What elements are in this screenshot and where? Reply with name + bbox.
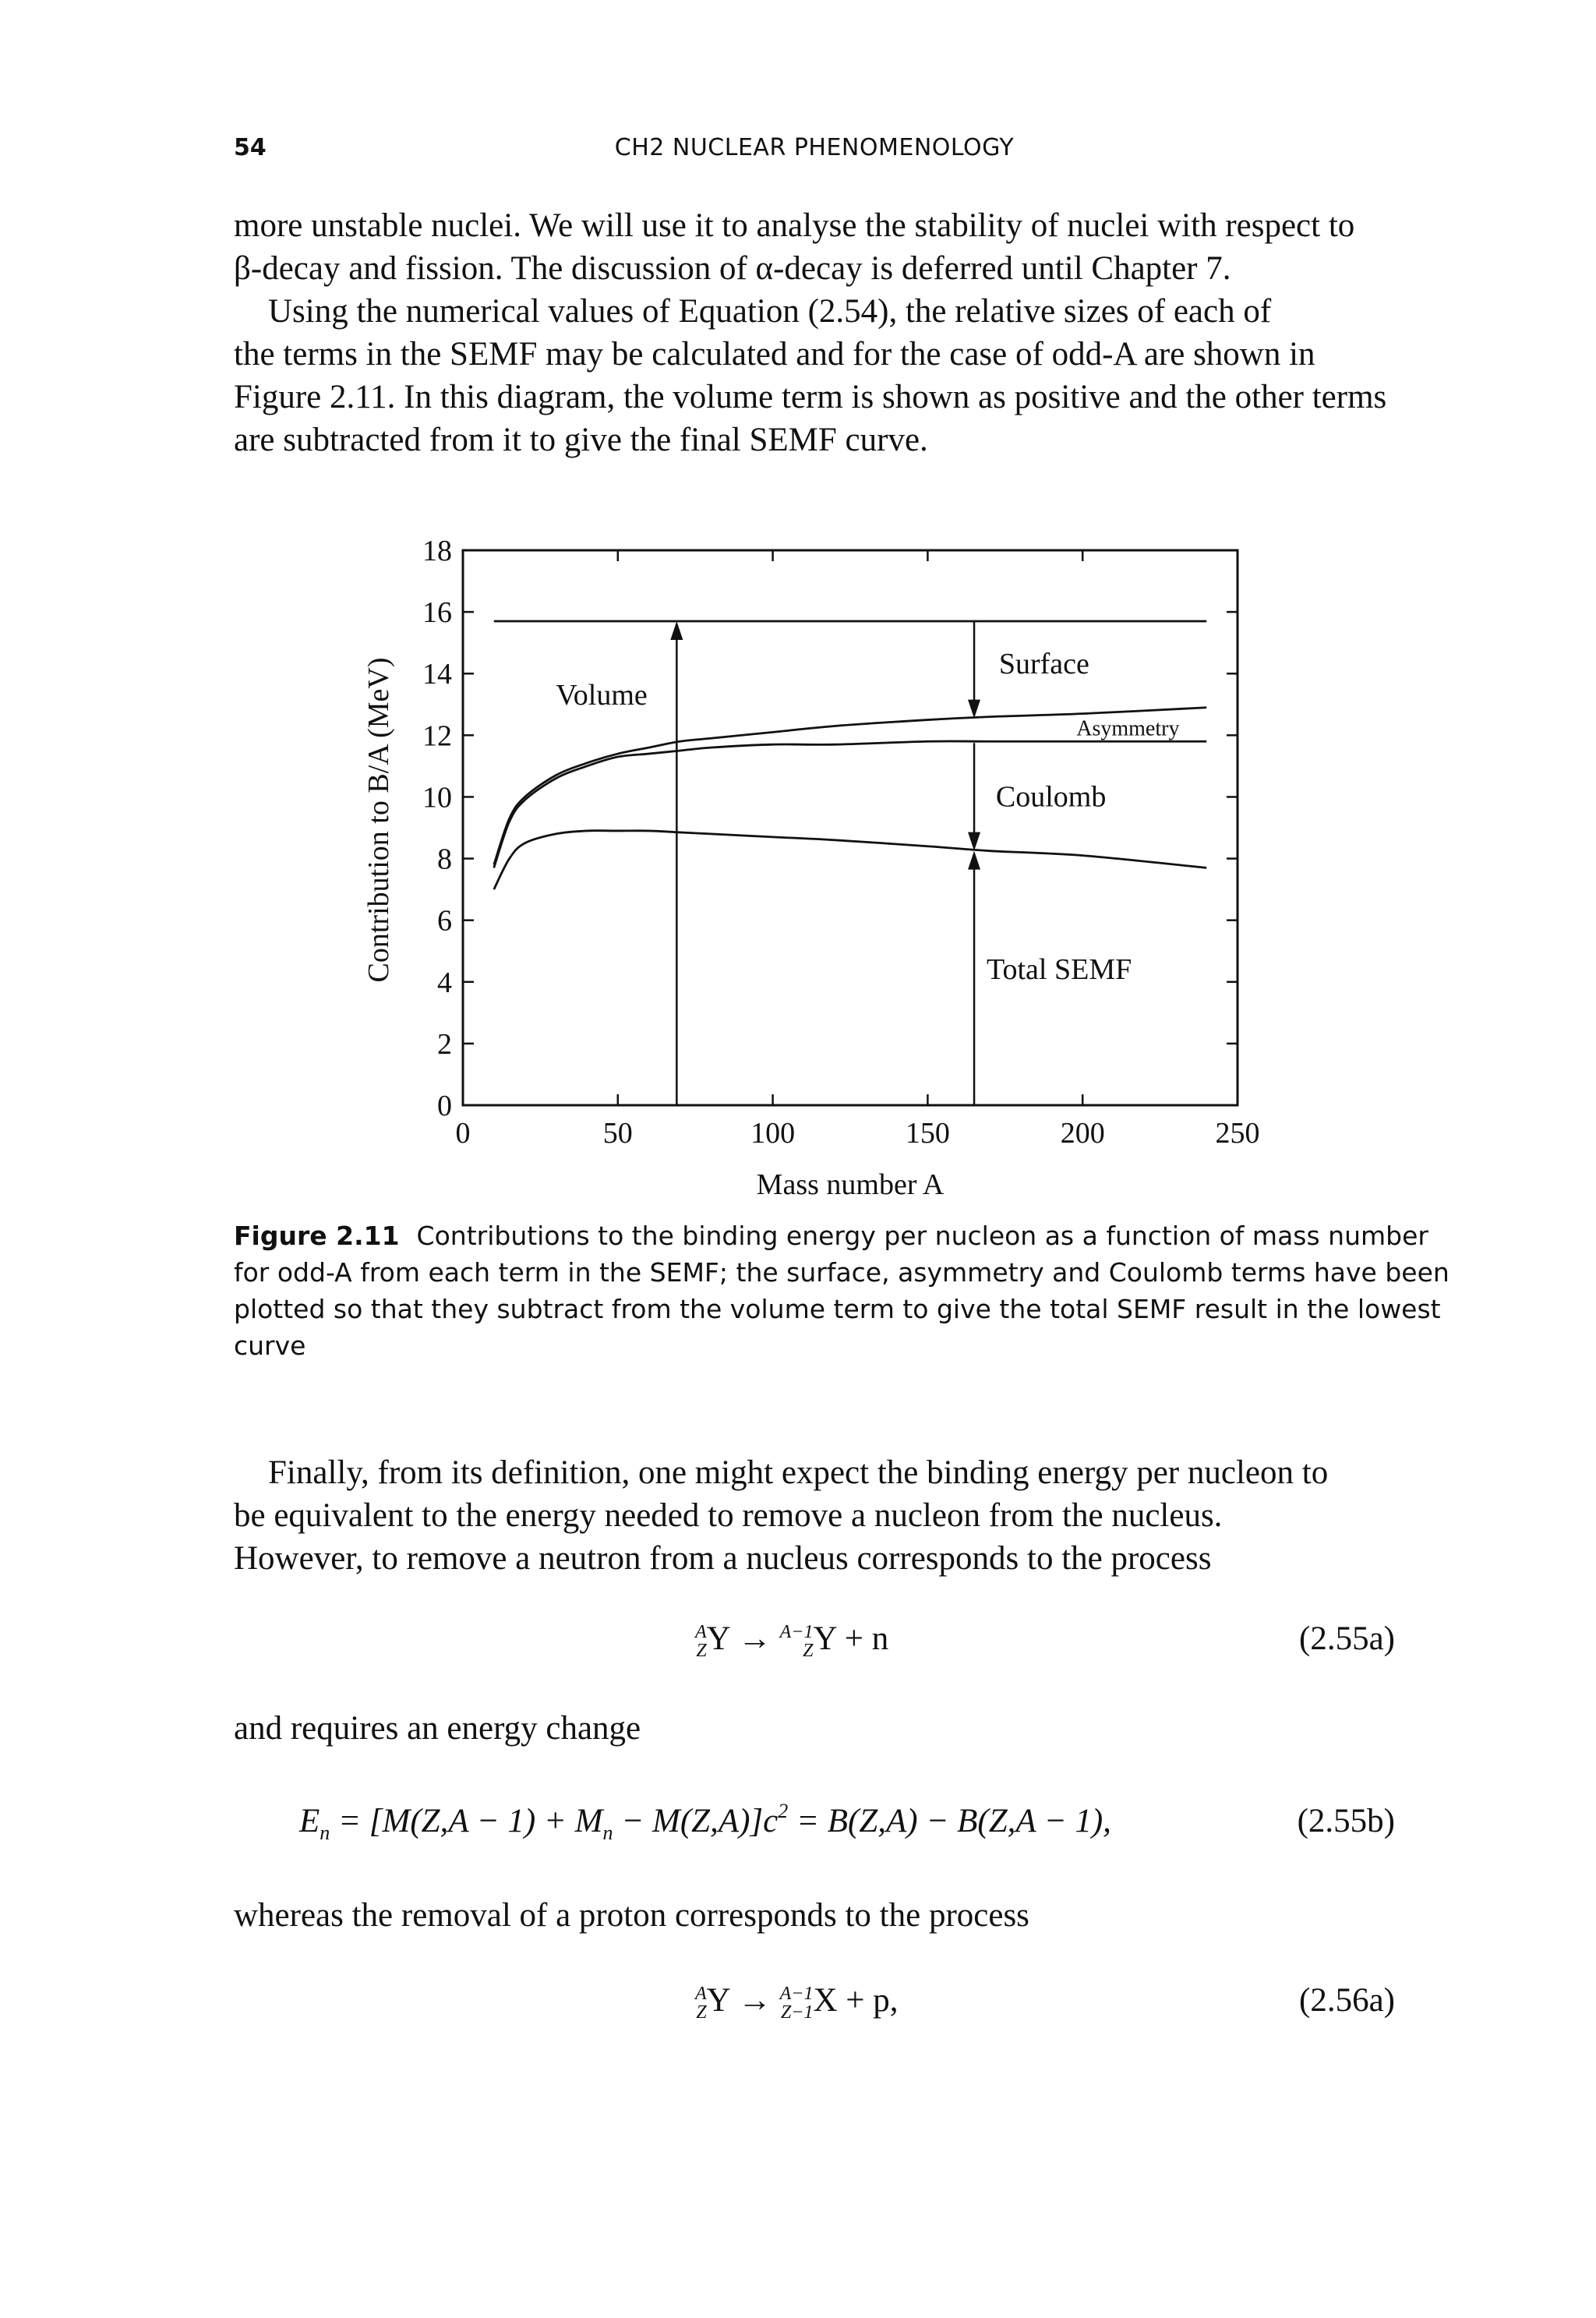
eq-term: E <box>299 1803 320 1839</box>
equation-number: (2.55b) <box>1297 1803 1395 1839</box>
y-tick-label: 0 <box>437 1090 452 1122</box>
eq-superscript: A <box>695 1984 707 2005</box>
paragraph-line: However, to remove a neutron from a nucleus corresponds to the process <box>234 1540 1212 1577</box>
eq-term: X + p, <box>813 1982 899 2019</box>
y-tick-label: 12 <box>422 719 452 753</box>
x-tick-label: 100 <box>750 1117 796 1150</box>
running-head: CH2 NUCLEAR PHENOMENOLOGY <box>614 134 1015 161</box>
caption-line: Contributions to the binding energy per nucleon as a function of mass number <box>416 1221 1428 1251</box>
page-header <box>234 134 1395 173</box>
annotation-surface: Surface <box>998 648 1089 681</box>
equation-2-55b <box>234 1802 1395 1849</box>
equation-body <box>695 1620 888 1660</box>
eq-term: = [M(Z,A − 1) + M <box>330 1803 603 1839</box>
eq-term: − M(Z,A)]c <box>613 1803 779 1839</box>
annotation-asymmetry: Asymmetry <box>1076 716 1180 741</box>
x-tick-label: 200 <box>1060 1117 1105 1150</box>
eq-subscript: Z <box>803 1641 814 1662</box>
equation-number: (2.55a) <box>1299 1620 1395 1657</box>
eq-superscript: 2 <box>778 1800 789 1822</box>
paragraph-line: β-decay and fission. The discussion of α-decay is deferred until Chapter 7. <box>234 250 1231 287</box>
paragraph-line: Using the numerical values of Equation (2.54), the relative sizes of each of <box>268 293 1272 330</box>
paragraph-1 <box>234 204 1395 290</box>
paragraph-line: and requires an energy change <box>234 1710 641 1747</box>
y-tick-label: 6 <box>437 904 452 938</box>
eq-subscript: Z <box>696 1641 707 1662</box>
y-axis-label: Contribution to B/A (MeV) <box>362 657 395 983</box>
eq-superscript: A−1 <box>779 1984 814 2005</box>
eq-subscript: n <box>320 1822 330 1844</box>
plot-frame <box>463 550 1238 1105</box>
eq-subscript: Z <box>696 2002 707 2023</box>
x-axis-label: Mass number A <box>756 1168 945 1201</box>
series-line-total-semf <box>494 831 1206 889</box>
paragraph-3 <box>234 1451 1395 1580</box>
caption-label: Figure 2.11 <box>234 1221 400 1251</box>
paragraph-5 <box>234 1894 1395 1937</box>
x-tick-label: 150 <box>905 1117 950 1150</box>
eq-term: Y + n <box>813 1620 889 1657</box>
eq-symbol: Y <box>706 1982 730 2019</box>
paragraph-4 <box>234 1707 1395 1750</box>
paragraph-line: Figure 2.11. In this diagram, the volume term is shown as positive and the other terms <box>234 379 1387 415</box>
arrow-head <box>968 851 980 870</box>
eq-term: = B(Z,A) − B(Z,A − 1), <box>788 1803 1111 1839</box>
paragraph-line: whereas the removal of a proton corresponds to the process <box>234 1897 1029 1934</box>
annotation-total-semf: Total SEMF <box>986 952 1132 986</box>
annotation-coulomb: Coulomb <box>995 780 1107 814</box>
equation-2-55a <box>234 1620 1395 1666</box>
x-tick-label: 0 <box>455 1117 471 1150</box>
paragraph-line: the terms in the SEMF may be calculated and for the case of odd-A are shown in <box>234 336 1315 373</box>
equation-body <box>299 1800 1111 1844</box>
eq-superscript: A−1 <box>779 1622 814 1643</box>
eq-superscript: A <box>695 1622 707 1643</box>
y-tick-label: 8 <box>437 843 452 876</box>
arrow-head <box>670 621 683 640</box>
paragraph-line: be equivalent to the energy needed to remove a nucleon from the nucleus. <box>234 1497 1223 1534</box>
equation-body <box>695 1981 899 2022</box>
y-tick-label: 18 <box>422 535 452 567</box>
y-tick-label: 4 <box>437 966 452 999</box>
arrow-head <box>968 700 980 719</box>
equation-2-56a <box>234 1981 1395 2028</box>
x-tick-label: 250 <box>1215 1117 1260 1150</box>
caption-line: plotted so that they subtract from the volume term to give the total SEMF result in the lowest <box>234 1294 1441 1324</box>
caption-line: curve <box>234 1330 306 1361</box>
eq-symbol: Y <box>706 1620 730 1657</box>
paragraph-2 <box>234 290 1395 461</box>
x-tick-label: 50 <box>602 1117 633 1150</box>
figure-caption <box>234 1217 1449 1364</box>
figure-2-11 <box>343 530 1278 1216</box>
paragraph-line: are subtracted from it to give the final SEMF curve. <box>234 422 928 458</box>
y-tick-label: 10 <box>422 781 452 814</box>
eq-arrow: → <box>737 1982 772 2019</box>
eq-arrow: → <box>737 1620 772 1657</box>
y-tick-label: 2 <box>437 1027 452 1061</box>
paragraph-line: Finally, from its definition, one might expect the binding energy per nucleon to <box>268 1454 1329 1491</box>
y-tick-label: 14 <box>422 658 452 691</box>
eq-subscript: Z−1 <box>780 2002 814 2023</box>
annotation-volume: Volume <box>556 678 648 712</box>
semf-chart <box>343 530 1278 1216</box>
eq-subscript: n <box>602 1822 613 1844</box>
arrow-head <box>968 832 980 851</box>
y-tick-label: 16 <box>422 596 452 630</box>
paragraph-line: more unstable nuclei. We will use it to analyse the stability of nuclei with respect to <box>234 207 1355 244</box>
page-number: 54 <box>234 134 267 161</box>
caption-line: for odd-A from each term in the SEMF; the surface, asymmetry and Coulomb terms have been <box>234 1257 1449 1288</box>
equation-number: (2.56a) <box>1299 1982 1395 2019</box>
